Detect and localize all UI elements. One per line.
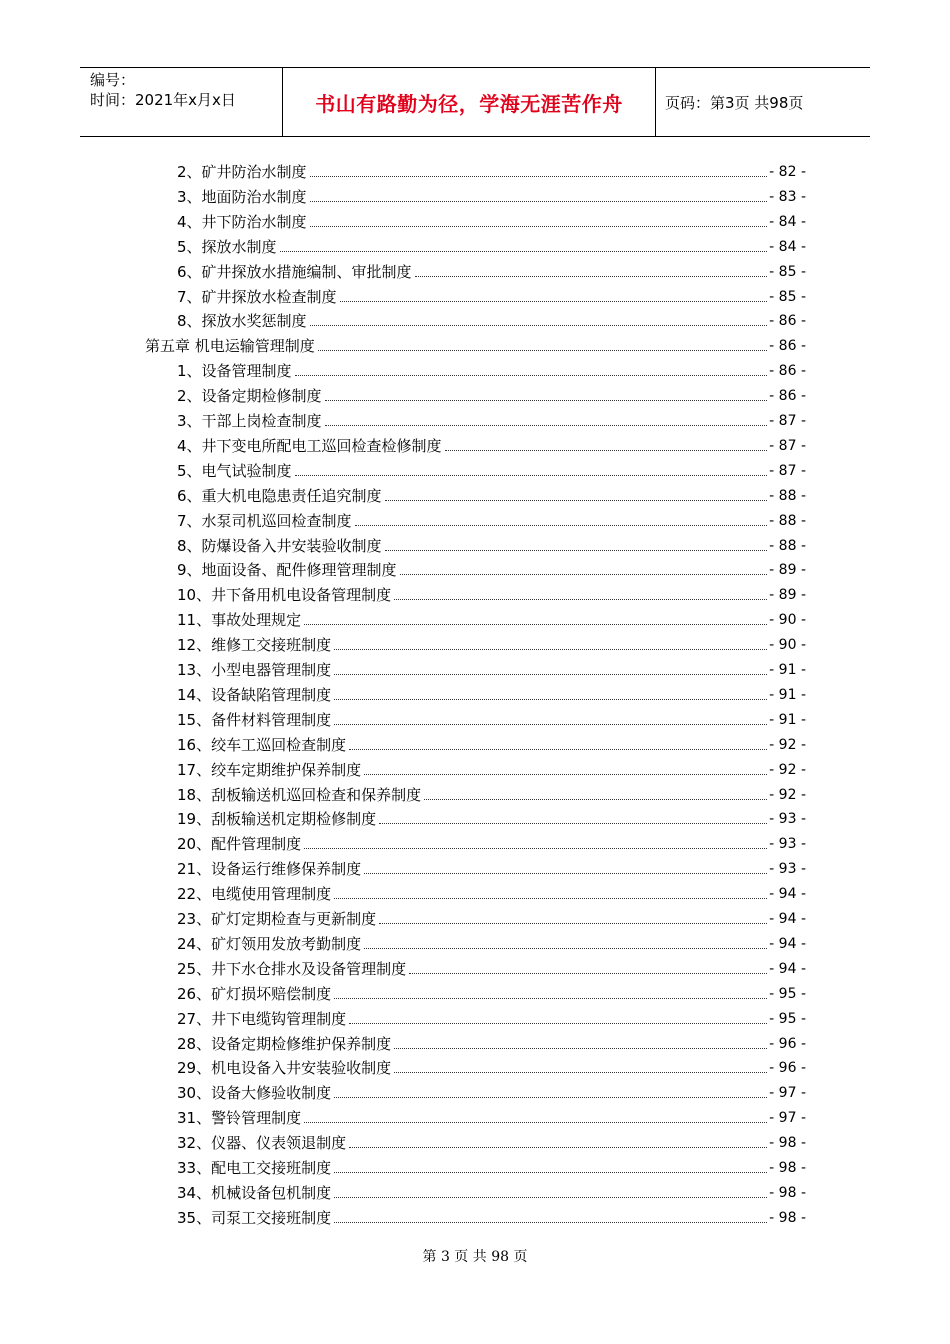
toc-leader-dots bbox=[364, 947, 767, 949]
toc-title: 13、小型电器管理制度 bbox=[177, 661, 332, 679]
toc-leader-dots bbox=[334, 1171, 767, 1173]
toc-row[interactable] bbox=[177, 857, 806, 879]
toc-row[interactable] bbox=[177, 1106, 806, 1128]
toc-page-number: - 98 - bbox=[769, 1184, 806, 1201]
toc-page-number: - 88 - bbox=[769, 487, 806, 504]
toc-title: 5、电气试验制度 bbox=[177, 461, 292, 480]
toc-row[interactable] bbox=[177, 832, 806, 854]
toc-row[interactable] bbox=[177, 957, 806, 979]
toc-page-number: - 93 - bbox=[769, 861, 806, 878]
toc-leader-dots bbox=[295, 474, 768, 476]
toc-leader-dots bbox=[304, 623, 767, 625]
toc-row[interactable] bbox=[177, 1131, 806, 1153]
toc-page-number: - 90 - bbox=[769, 612, 806, 629]
toc-title: 35、司泵工交接班制度 bbox=[177, 1208, 332, 1227]
toc-leader-dots bbox=[334, 673, 767, 675]
toc-page-number: - 94 - bbox=[769, 960, 806, 977]
toc-page-number: - 97 - bbox=[769, 1110, 806, 1127]
page-header bbox=[80, 67, 870, 137]
toc-title: 19、刮板输送机定期检修制度 bbox=[177, 810, 377, 829]
toc-page-number: - 87 - bbox=[769, 413, 806, 429]
toc-leader-dots bbox=[394, 1071, 767, 1073]
toc-title: 3、地面防治水制度 bbox=[177, 187, 307, 206]
toc-title: 21、设备运行维修保养制度 bbox=[177, 860, 362, 879]
toc-leader-dots bbox=[334, 997, 767, 999]
toc-row[interactable] bbox=[177, 185, 806, 207]
toc-title: 26、矿灯损坏赔偿制度 bbox=[177, 984, 332, 1003]
toc-page-number: - 94 - bbox=[769, 911, 806, 927]
toc-leader-dots bbox=[349, 1146, 767, 1148]
toc-row[interactable] bbox=[177, 235, 806, 257]
header-page-cell bbox=[655, 68, 870, 136]
toc-title: 10、井下备用机电设备管理制度 bbox=[177, 586, 392, 605]
toc-title: 28、设备定期检修维护保养制度 bbox=[177, 1034, 392, 1053]
toc-leader-dots bbox=[385, 499, 768, 501]
toc-title: 6、重大机电隐患责任追究制度 bbox=[177, 486, 382, 505]
toc-page-number: - 89 - bbox=[769, 562, 806, 579]
header-meta bbox=[80, 68, 282, 136]
toc-page-number: - 94 - bbox=[769, 935, 806, 952]
motto: 书山有路勤为径，学海无涯苦作舟 bbox=[315, 91, 623, 116]
toc-page-number: - 92 - bbox=[769, 786, 806, 803]
toc-title: 9、地面设备、配件修理管理制度 bbox=[177, 561, 397, 580]
toc-leader-dots bbox=[379, 822, 767, 824]
toc-title: 第五章 机电运输管理制度 bbox=[145, 337, 315, 356]
toc-page-number: - 91 - bbox=[769, 711, 806, 728]
toc-leader-dots bbox=[310, 324, 768, 326]
toc-page-number: - 85 - bbox=[769, 288, 806, 305]
toc-page-number: - 98 - bbox=[769, 1209, 806, 1226]
toc-row[interactable] bbox=[177, 558, 806, 580]
toc-row[interactable] bbox=[177, 882, 806, 904]
toc-page-number: - 93 - bbox=[769, 811, 806, 828]
toc-row[interactable] bbox=[177, 1007, 806, 1029]
page-footer: 第 3 页 共 98 页 bbox=[422, 1249, 528, 1265]
toc-row[interactable] bbox=[177, 210, 806, 232]
toc-leader-dots bbox=[304, 1121, 767, 1123]
toc-title: 4、井下防治水制度 bbox=[177, 212, 307, 231]
toc-page-number: - 93 - bbox=[769, 836, 806, 853]
toc-leader-dots bbox=[400, 573, 768, 575]
toc-row[interactable] bbox=[177, 434, 806, 456]
toc-page-number: - 92 - bbox=[769, 736, 806, 753]
toc-title: 3、干部上岗检查制度 bbox=[177, 412, 322, 430]
toc-leader-dots bbox=[334, 897, 767, 899]
toc-page-number: - 91 - bbox=[769, 662, 806, 678]
toc-title: 2、设备定期检修制度 bbox=[177, 387, 322, 406]
toc-title: 16、绞车工巡回检查制度 bbox=[177, 735, 347, 754]
toc-page-number: - 87 - bbox=[769, 462, 806, 479]
toc-leader-dots bbox=[349, 1022, 767, 1024]
toc-leader-dots bbox=[355, 524, 768, 526]
toc-page-number: - 82 - bbox=[769, 164, 806, 180]
toc-leader-dots bbox=[318, 349, 767, 351]
toc-leader-dots bbox=[424, 798, 767, 800]
toc-title: 25、井下水仓排水及设备管理制度 bbox=[177, 959, 407, 978]
toc-row[interactable] bbox=[177, 633, 806, 655]
toc-page-number: - 83 - bbox=[769, 188, 806, 205]
toc-row[interactable] bbox=[177, 1081, 806, 1103]
toc-page-number: - 95 - bbox=[769, 985, 806, 1002]
toc-leader-dots bbox=[394, 598, 767, 600]
toc-page-number: - 84 - bbox=[769, 213, 806, 230]
toc-title: 2、矿井防治水制度 bbox=[177, 163, 307, 181]
toc-leader-dots bbox=[409, 972, 767, 974]
toc-leader-dots bbox=[310, 200, 768, 202]
toc-chapter-row[interactable] bbox=[145, 334, 806, 356]
toc-leader-dots bbox=[379, 922, 767, 924]
toc-row[interactable] bbox=[177, 783, 806, 805]
toc-title: 1、设备管理制度 bbox=[177, 362, 292, 381]
toc-row[interactable] bbox=[177, 484, 806, 506]
toc-row[interactable] bbox=[177, 982, 806, 1004]
toc-page-number: - 87 - bbox=[769, 437, 806, 454]
toc-page-number: - 98 - bbox=[769, 1160, 806, 1176]
toc-title: 4、井下变电所配电工巡回检查检修制度 bbox=[177, 436, 442, 455]
toc-page-number: - 96 - bbox=[769, 1035, 806, 1052]
time-label: 时间：2021年x月x日 bbox=[90, 91, 236, 109]
toc-page-number: - 88 - bbox=[769, 537, 806, 554]
toc-title: 20、配件管理制度 bbox=[177, 835, 302, 854]
toc-leader-dots bbox=[325, 424, 768, 426]
toc-page-number: - 92 - bbox=[769, 761, 806, 778]
toc-row[interactable] bbox=[177, 932, 806, 954]
toc-leader-dots bbox=[295, 374, 768, 376]
header-page-info: 页码：第3页 共98页 bbox=[665, 93, 804, 112]
toc-leader-dots bbox=[364, 872, 767, 874]
toc-page-number: - 89 - bbox=[769, 587, 806, 604]
toc-row[interactable] bbox=[177, 459, 806, 481]
toc-row[interactable] bbox=[177, 1181, 806, 1203]
toc-row[interactable] bbox=[177, 1156, 806, 1178]
toc-leader-dots bbox=[334, 1096, 767, 1098]
toc-leader-dots bbox=[445, 449, 768, 451]
toc-row[interactable] bbox=[177, 608, 806, 630]
toc-page-number: - 94 - bbox=[769, 886, 806, 903]
toc-title: 34、机械设备包机制度 bbox=[177, 1183, 332, 1202]
toc-row[interactable] bbox=[177, 1032, 806, 1054]
toc-leader-dots bbox=[349, 748, 767, 750]
toc-page-number: - 86 - bbox=[769, 363, 806, 380]
toc-row[interactable] bbox=[177, 359, 806, 381]
toc-leader-dots bbox=[364, 773, 767, 775]
toc-row[interactable] bbox=[177, 534, 806, 556]
toc-row[interactable] bbox=[177, 758, 806, 780]
toc-page-number: - 85 - bbox=[769, 263, 806, 280]
toc-title: 22、电缆使用管理制度 bbox=[177, 885, 332, 904]
toc-row[interactable] bbox=[177, 1206, 806, 1228]
toc-leader-dots bbox=[415, 275, 768, 277]
toc-row[interactable] bbox=[177, 658, 806, 680]
serial-label: 编号： bbox=[90, 71, 136, 89]
toc-leader-dots bbox=[280, 250, 768, 252]
toc-leader-dots bbox=[385, 549, 768, 551]
toc-leader-dots bbox=[334, 698, 767, 700]
toc-row[interactable] bbox=[177, 160, 806, 182]
toc-row[interactable] bbox=[177, 733, 806, 755]
toc-leader-dots bbox=[394, 1047, 767, 1049]
toc-leader-dots bbox=[334, 1221, 767, 1223]
toc-page-number: - 86 - bbox=[769, 388, 806, 405]
toc-row[interactable] bbox=[177, 409, 806, 431]
toc-title: 27、井下电缆钩管理制度 bbox=[177, 1009, 347, 1028]
toc-row[interactable] bbox=[177, 708, 806, 730]
toc-page-number: - 97 - bbox=[769, 1085, 806, 1102]
toc-leader-dots bbox=[310, 225, 768, 227]
toc-row[interactable] bbox=[177, 907, 806, 929]
toc-page-number: - 88 - bbox=[769, 512, 806, 529]
toc-row[interactable] bbox=[177, 509, 806, 531]
toc-title: 14、设备缺陷管理制度 bbox=[177, 685, 332, 704]
toc-page-number: - 91 - bbox=[769, 686, 806, 703]
toc-title: 11、事故处理规定 bbox=[177, 611, 302, 630]
toc-row[interactable] bbox=[177, 1056, 806, 1078]
toc-title: 8、防爆设备入井安装验收制度 bbox=[177, 536, 382, 555]
toc-title: 24、矿灯领用发放考勤制度 bbox=[177, 934, 362, 953]
toc-title: 23、矿灯定期检查与更新制度 bbox=[177, 910, 377, 928]
toc-leader-dots bbox=[334, 723, 767, 725]
toc-row[interactable] bbox=[177, 384, 806, 406]
toc-title: 15、备件材料管理制度 bbox=[177, 710, 332, 729]
toc-row[interactable] bbox=[177, 807, 806, 829]
toc-title: 5、探放水制度 bbox=[177, 237, 277, 256]
toc-row[interactable] bbox=[177, 285, 806, 307]
toc-leader-dots bbox=[325, 399, 768, 401]
toc-row[interactable] bbox=[177, 583, 806, 605]
toc-title: 6、矿井探放水措施编制、审批制度 bbox=[177, 262, 412, 281]
toc-title: 29、机电设备入井安装验收制度 bbox=[177, 1059, 392, 1078]
toc-title: 33、配电工交接班制度 bbox=[177, 1159, 332, 1177]
toc-leader-dots bbox=[304, 847, 767, 849]
toc-leader-dots bbox=[334, 1196, 767, 1198]
toc-title: 7、水泵司机巡回检查制度 bbox=[177, 511, 352, 530]
toc-page-number: - 86 - bbox=[769, 338, 806, 355]
toc-page-number: - 90 - bbox=[769, 637, 806, 654]
toc-page-number: - 84 - bbox=[769, 238, 806, 255]
toc-row[interactable] bbox=[177, 309, 806, 331]
toc-page-number: - 98 - bbox=[769, 1135, 806, 1152]
toc-leader-dots bbox=[334, 648, 767, 650]
header-motto-cell bbox=[282, 68, 656, 136]
toc-leader-dots bbox=[340, 300, 768, 302]
toc-title: 32、仪器、仪表领退制度 bbox=[177, 1134, 347, 1153]
toc-page-number: - 86 - bbox=[769, 313, 806, 330]
toc-title: 18、刮板输送机巡回检查和保养制度 bbox=[177, 785, 422, 804]
toc-title: 12、维修工交接班制度 bbox=[177, 636, 332, 655]
toc-title: 30、设备大修验收制度 bbox=[177, 1084, 332, 1103]
toc-title: 8、探放水奖惩制度 bbox=[177, 312, 307, 331]
toc-page-number: - 96 - bbox=[769, 1060, 806, 1077]
toc-page-number: - 95 - bbox=[769, 1010, 806, 1027]
toc-title: 31、警铃管理制度 bbox=[177, 1109, 302, 1128]
toc-title: 7、矿井探放水检查制度 bbox=[177, 287, 337, 306]
toc-row[interactable] bbox=[177, 683, 806, 705]
toc-title: 17、绞车定期维护保养制度 bbox=[177, 760, 362, 779]
toc-leader-dots bbox=[310, 175, 768, 177]
toc-row[interactable] bbox=[177, 260, 806, 282]
